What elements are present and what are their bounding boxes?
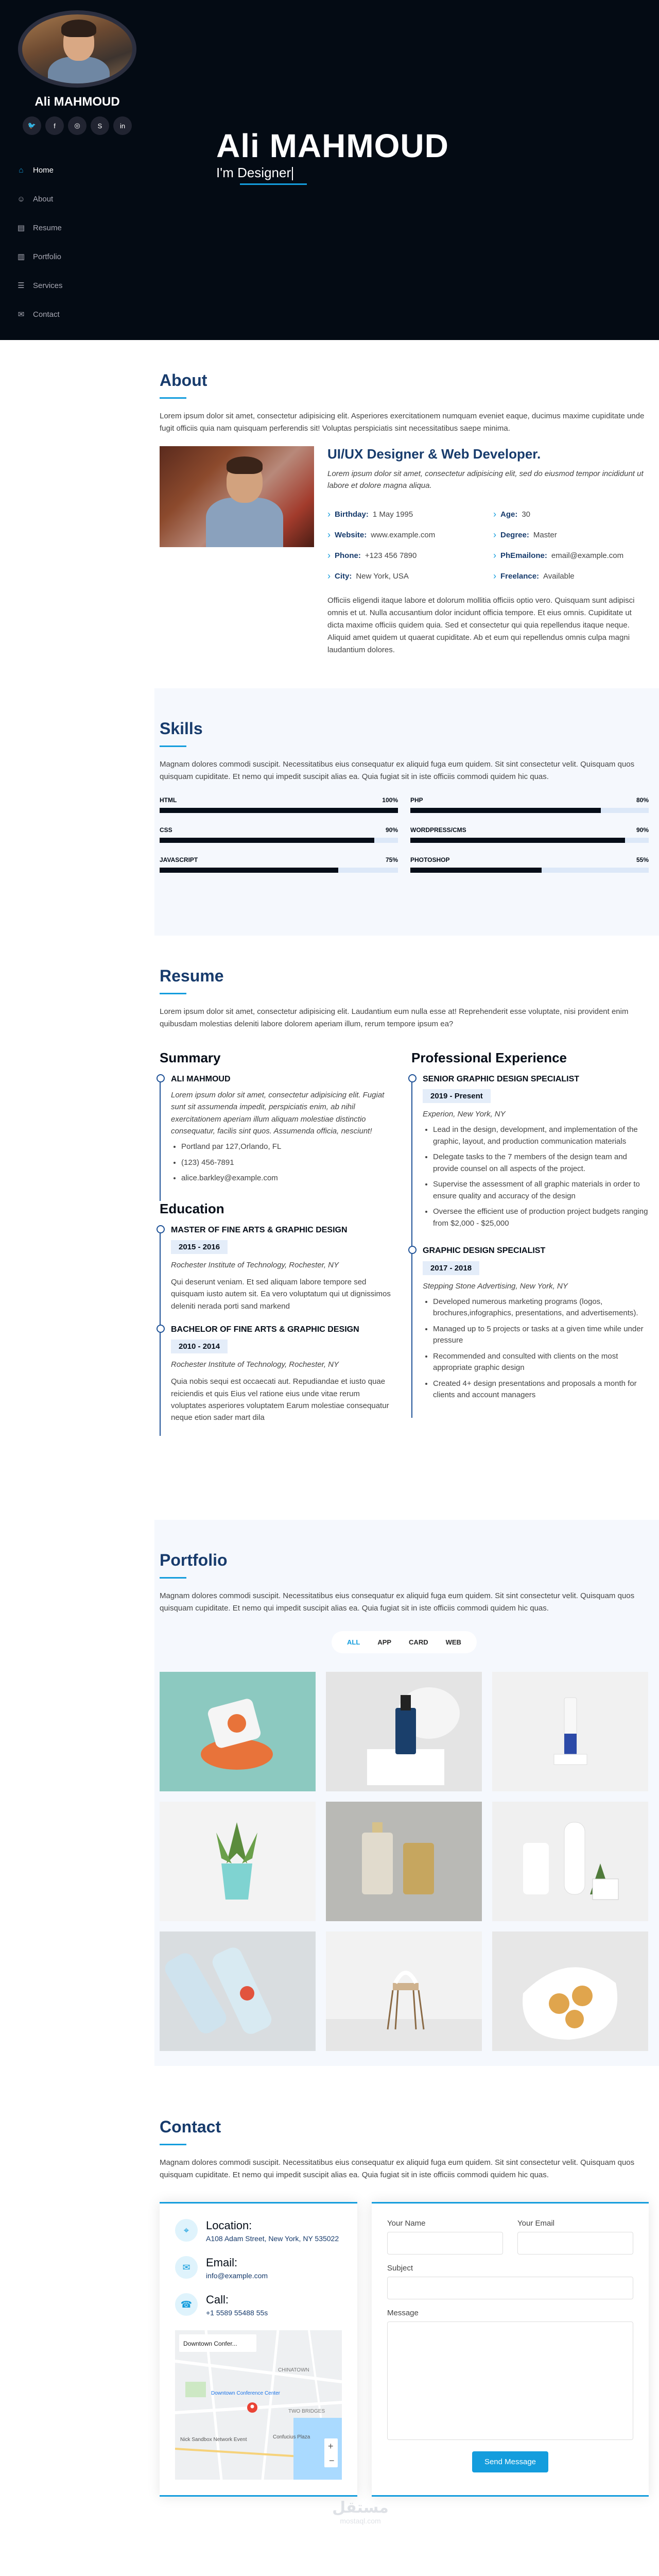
skills-description: Magnam dolores commodi suscipit. Necessitatibus eius consequatur ex aliquid fuga eum quidem. Sit sint consectetur velit. Quisquam quos quisquam cupiditate. Et nemo qui impedit suscipit alias ea. Quia fugiat sit in iste officiis commodi quidem hic quas. (160, 760, 635, 781)
summary-contacts (171, 1141, 397, 1189)
resume-right-column (411, 1050, 649, 1436)
nav-item-label: Services (33, 281, 63, 290)
skill-progress-bar (410, 838, 649, 843)
skill-progress-bar (160, 838, 398, 843)
linkedin-icon[interactable]: in (113, 116, 132, 135)
resume-section (154, 936, 659, 1502)
education-text: Qui deserunt veniam. Et sed aliquam labore tempore sed quisquam iusto autem sit. Ea vero voluptatum qui ut dignissimos deleniti nerada porti sand markend (171, 1278, 391, 1311)
title-underline (160, 1577, 186, 1579)
hero-typed-text: I'm Designer (216, 165, 291, 180)
education-place: Rochester Institute of Technology, Rochester, NY (171, 1260, 339, 1269)
about-description: Lorem ipsum dolor sit amet, consectetur adipisicing elit. Asperiores exercitationem numquam eveniet eaque, ducimus maxime cupiditate unde fugit officiis quia nam quisquam perferendis sit! Voluptas perspiciatis sint necessitatibus saepe minima. (160, 412, 645, 433)
skill-progress-bar (410, 808, 649, 813)
contact-info-card (160, 2202, 357, 2497)
about-section (154, 340, 659, 670)
skill-progress-fill (160, 808, 398, 813)
experience-bullet: • Supervise the assessment of all graphic materials in order to ensure quality and accuracy of the design (433, 1179, 649, 1206)
about-photo (160, 446, 314, 547)
portfolio-item-serum[interactable] (326, 1672, 482, 1791)
skill-name: PHP (410, 796, 423, 804)
resume-description: Lorem ipsum dolor sit amet, consectetur adipisicing elit. Laudantium eum nulla esse at! Reprehenderit esse voluptate, nisi provident enim quibusdam molestias deleniti labore dolorem aperiam illum, rerum tempore ipsum ea? (160, 1007, 629, 1028)
instagram-icon[interactable]: ◎ (68, 116, 86, 135)
chevron-right-icon: › (327, 509, 331, 519)
title-underline (160, 993, 186, 994)
location-value: A108 Adam Street, New York, NY 535022 (206, 2234, 339, 2243)
experience-item (411, 1246, 649, 1417)
info-label: Phone: (335, 551, 361, 560)
portfolio-image (160, 1672, 316, 1791)
skills-title: Skills (160, 719, 203, 738)
name-input[interactable] (387, 2232, 503, 2255)
experience-bullets (423, 1296, 649, 1405)
chevron-right-icon: › (493, 550, 496, 561)
profile-avatar (18, 10, 136, 88)
education-degree: MASTER OF FINE ARTS & GRAPHIC DESIGN (171, 1225, 348, 1234)
phone-icon: ☎ (175, 2293, 198, 2316)
info-value: New York, USA (356, 571, 409, 581)
education-degree: BACHELOR OF FINE ARTS & GRAPHIC DESIGN (171, 1325, 359, 1334)
skill-item (410, 826, 649, 843)
file-icon: ▤ (17, 224, 25, 232)
filter-all[interactable]: ALL (347, 1638, 360, 1646)
about-heading: UI/UX Designer & Web Developer. (327, 446, 541, 462)
watermark-line-2: mostaql.com (340, 2517, 381, 2525)
education-years: 2010 - 2014 (171, 1340, 228, 1353)
nav-item-label: Contact (33, 310, 60, 319)
experience-bullet: • Managed up to 5 projects or tasks at a given time while under pressure (433, 1324, 649, 1351)
skill-name: JAVASCRIPT (160, 856, 198, 863)
education-item (160, 1225, 397, 1325)
info-label: Degree: (500, 530, 529, 539)
map-poi-3: Nick Sandbox Network Event (180, 2437, 247, 2443)
chevron-right-icon: › (327, 550, 331, 561)
send-message-button[interactable]: Send Message (472, 2451, 548, 2472)
nav-item-label: Resume (33, 223, 62, 232)
portfolio-image (326, 1802, 482, 1921)
person-icon: ☺ (17, 194, 25, 204)
nav-item-label: Portfolio (33, 252, 62, 261)
about-text: Officiis eligendi itaque labore et dolorum mollitia officiis optio vero. Quisquam sunt adipisci omnis et ut. Nulla accusantium dolor incidunt officia tempore. Et eius omnis. Cupiditate ut dicta maxime officiis quidem quia. Sed et consectetur qui quia repellendus itaque neque. Aliquid amet quidem ut quaerat cupiditate. Ab et eum qui repellendus omnis culpa magni laudantium dolores. (327, 596, 635, 654)
experience-bullet: • Recommended and consulted with clients on the most appropriate graphic design (433, 1351, 649, 1378)
education-years: 2015 - 2016 (171, 1240, 228, 1254)
summary-contact-item: • alice.barkley@example.com (181, 1173, 397, 1189)
portfolio-image (492, 1672, 648, 1791)
call-label: Call: (206, 2293, 229, 2306)
skill-percent: 100% (382, 796, 398, 804)
skill-percent: 90% (385, 826, 398, 834)
portfolio-title: Portfolio (160, 1551, 228, 1569)
call-value[interactable]: +1 5589 55488 55s (206, 2309, 268, 2317)
education-list (160, 1225, 397, 1436)
education-place: Rochester Institute of Technology, Rochester, NY (171, 1360, 339, 1369)
about-info-item (493, 545, 649, 566)
contact-title: Contact (160, 2117, 221, 2136)
portfolio-image (160, 1931, 316, 2051)
portfolio-item-tube[interactable] (492, 1672, 648, 1791)
envelope-icon: ✉ (175, 2256, 198, 2279)
nav-item-contact[interactable] (15, 300, 147, 329)
skill-percent: 80% (636, 796, 649, 804)
experience-bullet: • Oversee the efficient use of production project budgets ranging from $2,000 - $25,000 (433, 1206, 649, 1233)
hero-name: Ali MAHMOUD (216, 127, 449, 164)
watermark-line-1: مستقل (332, 2499, 389, 2516)
info-value: Master (533, 530, 557, 539)
info-label: PhEmailone: (500, 551, 547, 560)
portfolio-item-plant[interactable] (160, 1802, 316, 1921)
location-label: Location: (206, 2219, 252, 2232)
nav-item-services[interactable] (15, 271, 147, 300)
about-info-list (327, 504, 649, 586)
skills-list (160, 796, 649, 886)
twitter-icon[interactable]: 🐦 (23, 116, 41, 135)
filter-card[interactable]: CARD (409, 1638, 428, 1646)
map-poi: Downtown Conference Center (211, 2391, 280, 2396)
info-label: Age: (500, 510, 518, 519)
map-graphic (175, 2330, 342, 2480)
sidebar (0, 0, 154, 340)
portfolio-item-perfume[interactable] (326, 1802, 482, 1921)
summary-contact-item: • (123) 456-7891 (181, 1157, 397, 1173)
title-underline (160, 397, 186, 399)
experience-role: SENIOR GRAPHIC DESIGN SPECIALIST (423, 1075, 580, 1083)
map-district-2: TWO BRIDGES (288, 2409, 325, 2414)
resume-title: Resume (160, 967, 224, 985)
info-value: www.example.com (371, 530, 436, 539)
info-value: email@example.com (551, 551, 624, 560)
resume-left-column (160, 1050, 397, 1436)
nav-item-home[interactable] (15, 156, 147, 184)
skill-progress-bar (410, 868, 649, 873)
facebook-icon[interactable]: f (45, 116, 64, 135)
skill-percent: 75% (385, 856, 398, 863)
skill-item (160, 796, 398, 813)
hero (154, 0, 659, 340)
server-icon: ☰ (18, 281, 25, 290)
chevron-right-icon: › (493, 529, 496, 540)
about-info-item (327, 545, 483, 566)
envelope-icon: ✉ (18, 310, 25, 319)
contact-location (175, 2219, 342, 2243)
skills-section (154, 688, 659, 936)
subject-input[interactable] (387, 2277, 633, 2299)
info-label: Freelance: (500, 571, 540, 581)
portfolio-image (160, 1802, 316, 1921)
skill-progress-bar (160, 868, 398, 873)
experience-place: Experion, New York, NY (423, 1110, 506, 1119)
info-label: Birthday: (335, 510, 369, 519)
name-label: Your Name (387, 2219, 426, 2228)
chevron-right-icon: › (327, 570, 331, 581)
hero-underline (240, 183, 307, 185)
nav-item-label: Home (33, 165, 54, 175)
map-place: Downtown Confer... (183, 2340, 237, 2347)
social-links (8, 116, 147, 135)
summary-item (160, 1074, 397, 1201)
chevron-right-icon: › (327, 529, 331, 540)
contact-email (175, 2256, 342, 2280)
portfolio-grid (160, 1672, 649, 2051)
portfolio-item-cocooil[interactable] (492, 1802, 648, 1921)
info-value: Available (543, 571, 575, 581)
contact-section (154, 2117, 659, 2576)
info-value: 1 May 1995 (372, 510, 413, 519)
experience-years: 2017 - 2018 (423, 1261, 479, 1275)
portfolio-image (492, 1931, 648, 2051)
skype-icon[interactable]: S (91, 116, 109, 135)
map-embed[interactable] (175, 2330, 342, 2480)
portfolio-description: Magnam dolores commodi suscipit. Necessitatibus eius consequatur ex aliquid fuga eum quidem. Sit sint consectetur velit. Quisquam quos quisquam cupiditate. Et nemo qui impedit suscipit alias ea. Quia fugiat sit in iste officiis commodi quidem hic quas. (160, 1591, 635, 1613)
info-label: City: (335, 571, 352, 581)
education-item (160, 1325, 397, 1436)
filter-web[interactable]: WEB (445, 1638, 461, 1646)
nav-item-label: About (33, 194, 54, 204)
email-field-label: Your Email (517, 2219, 554, 2228)
skill-item (160, 826, 398, 843)
skill-name: PHOTOSHOP (410, 856, 450, 863)
experience-list (411, 1074, 649, 1418)
email-label: Email: (206, 2256, 238, 2269)
skill-item (160, 856, 398, 873)
filter-app[interactable]: APP (377, 1638, 392, 1646)
title-underline (160, 2144, 186, 2145)
experience-title: Professional Experience (411, 1050, 567, 1065)
skill-item (410, 856, 649, 873)
education-text: Quia nobis sequi est occaecati aut. Repudiandae et iusto quae reiciendis et quis Eius vel ratione eius unde vitae rerum voluptates asperiores voluptatem Earum molestiae consequatur neque etion sader mart dila (171, 1377, 389, 1422)
skill-progress-fill (410, 838, 625, 843)
chevron-right-icon: › (493, 509, 496, 519)
education-title: Education (160, 1200, 224, 1216)
location-icon: ⌖ (175, 2219, 198, 2242)
experience-role: GRAPHIC DESIGN SPECIALIST (423, 1246, 546, 1256)
message-textarea[interactable] (387, 2321, 633, 2440)
about-title: About (160, 371, 207, 389)
experience-place: Stepping Stone Advertising, New York, NY (423, 1281, 568, 1291)
experience-years: 2019 - Present (423, 1089, 491, 1103)
summary-text: Lorem ipsum dolor sit amet, consectetur adipisicing elit. Fugiat sunt sit assumenda impedit, perspiciatis enim, ab nihil exercitationem aperiam illum aliquam molestiae distinctio consequatur, facilis sint quos. Assumenda officia, nesciunt! (171, 1091, 385, 1136)
experience-bullets (423, 1124, 649, 1233)
title-underline (160, 745, 186, 747)
skill-progress-bar (160, 808, 398, 813)
nav-item-portfolio[interactable] (15, 242, 147, 271)
text-cursor (292, 167, 293, 180)
contact-description: Magnam dolores commodi suscipit. Necessitatibus eius consequatur ex aliquid fuga eum quidem. Sit sint consectetur velit. Quisquam quos quisquam cupiditate. Et nemo qui impedit suscipit alias ea. Quia fugiat sit in iste officiis commodi quidem hic quas. (160, 2158, 635, 2179)
skill-name: HTML (160, 796, 177, 804)
info-value: +123 456 7890 (365, 551, 417, 560)
about-info-item (493, 566, 649, 586)
experience-bullet: • Delegate tasks to the 7 members of the design team and provide counsel on all aspects of the project. (433, 1151, 649, 1179)
map-district-1: CHINATOWN (278, 2367, 309, 2373)
about-info-item (327, 566, 483, 586)
portfolio-section (154, 1520, 659, 2066)
subject-label: Subject (387, 2264, 413, 2273)
summary-name: ALI MAHMOUD (171, 1075, 231, 1083)
email-input[interactable] (517, 2232, 633, 2255)
map-poi-2: Confucius Plaza (273, 2434, 310, 2440)
experience-item (411, 1074, 649, 1246)
message-label: Message (387, 2309, 419, 2317)
about-info-item (493, 504, 649, 524)
nav-menu (8, 156, 147, 329)
skill-item (410, 796, 649, 813)
contact-phone (175, 2293, 342, 2317)
summary-title: Summary (160, 1050, 221, 1065)
skill-percent: 90% (636, 826, 649, 834)
info-label: Website: (335, 530, 367, 539)
skill-progress-fill (160, 838, 374, 843)
about-lead: Lorem ipsum dolor sit amet, consectetur adipisicing elit, sed do eiusmod tempor incididunt ut labore et dolore magna aliqua. (327, 469, 644, 490)
summary-contact-item: • Portland par 127,Orlando, FL (181, 1141, 397, 1157)
watermark (319, 2499, 402, 2525)
portfolio-image (492, 1802, 648, 1921)
skill-percent: 55% (636, 856, 649, 863)
contact-form (372, 2202, 649, 2497)
sidebar-name[interactable]: Ali MAHMOUD (34, 95, 120, 109)
chevron-right-icon: › (493, 570, 496, 581)
portfolio-image (326, 1672, 482, 1791)
portfolio-filters (332, 1631, 477, 1653)
skill-progress-fill (410, 868, 542, 873)
nav-item-resume[interactable] (15, 213, 147, 242)
email-value[interactable]: info@example.com (206, 2272, 268, 2280)
about-info-item (493, 524, 649, 545)
about-info-item (327, 504, 483, 524)
experience-bullet: • Created 4+ design presentations and proposals a month for clients and account managers (433, 1378, 649, 1405)
book-icon: ▥ (17, 252, 25, 261)
portfolio-item-bottles[interactable] (160, 1931, 316, 2051)
portfolio-item-chair[interactable] (326, 1931, 482, 2051)
nav-item-about[interactable] (15, 184, 147, 213)
hero-subtitle (216, 165, 293, 181)
info-value: 30 (522, 510, 531, 519)
skill-name: WORDPRESS/CMS (410, 826, 466, 834)
experience-bullet: • Lead in the design, development, and implementation of the graphic, layout, and production communication materials (433, 1124, 649, 1151)
portfolio-image (326, 1931, 482, 2051)
skill-progress-fill (410, 808, 601, 813)
portfolio-item-mug[interactable] (160, 1672, 316, 1791)
portfolio-item-cookies[interactable] (492, 1931, 648, 2051)
about-info-item (327, 524, 483, 545)
skill-name: CSS (160, 826, 172, 834)
experience-bullet: • Developed numerous marketing programs (logos, brochures,infographics, presentations, and advertisements). (433, 1296, 649, 1324)
zoom-in-icon: + (328, 2441, 334, 2451)
zoom-out-icon: − (329, 2455, 335, 2466)
skill-progress-fill (160, 868, 338, 873)
home-icon: ⌂ (19, 165, 24, 175)
